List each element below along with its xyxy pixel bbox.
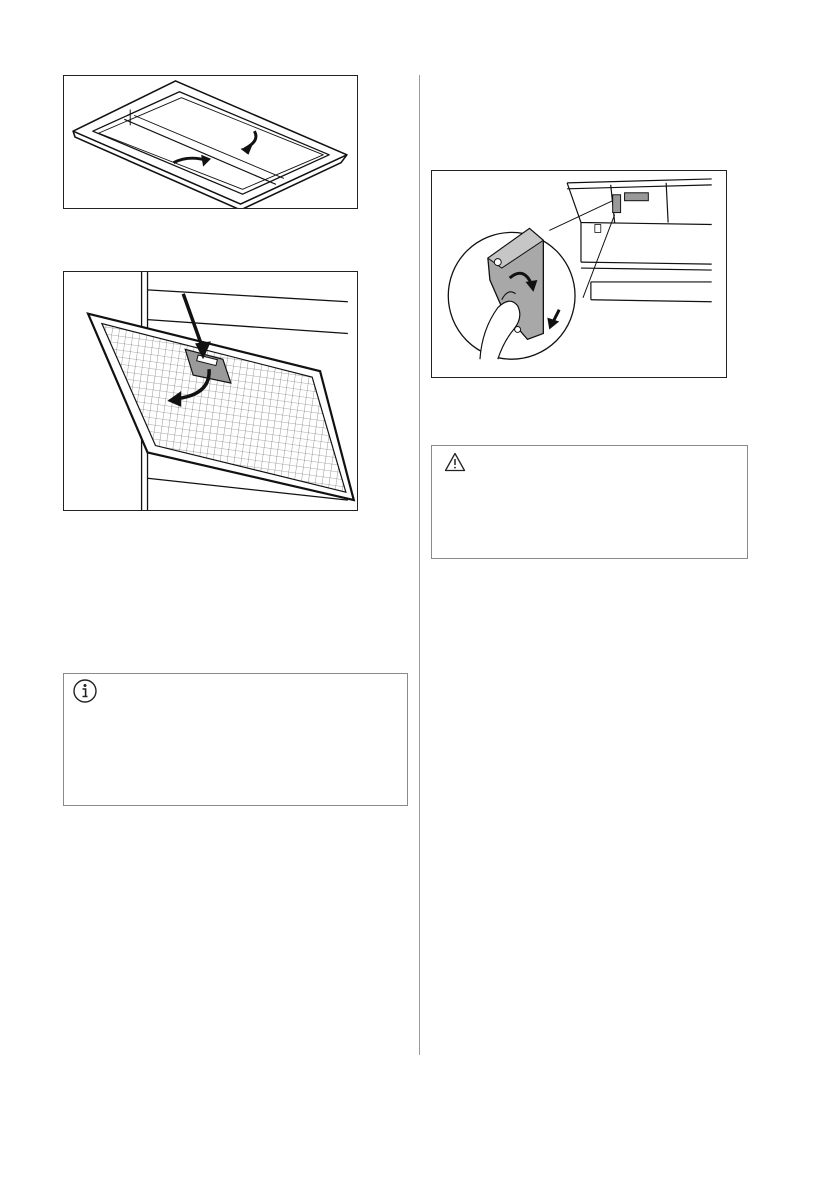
warning-icon (444, 452, 466, 472)
column-divider (419, 75, 420, 1055)
filter-bracket-illustration (432, 171, 726, 377)
hood-panel-illustration (64, 76, 357, 208)
arrow-icon (201, 155, 211, 167)
grease-filter-illustration (64, 272, 357, 510)
hood-panel-figure (63, 75, 358, 209)
filter-bracket-figure (431, 170, 727, 378)
grease-filter-figure (63, 271, 358, 511)
info-icon (72, 678, 98, 704)
warning-box (431, 445, 748, 559)
info-box (63, 673, 408, 806)
